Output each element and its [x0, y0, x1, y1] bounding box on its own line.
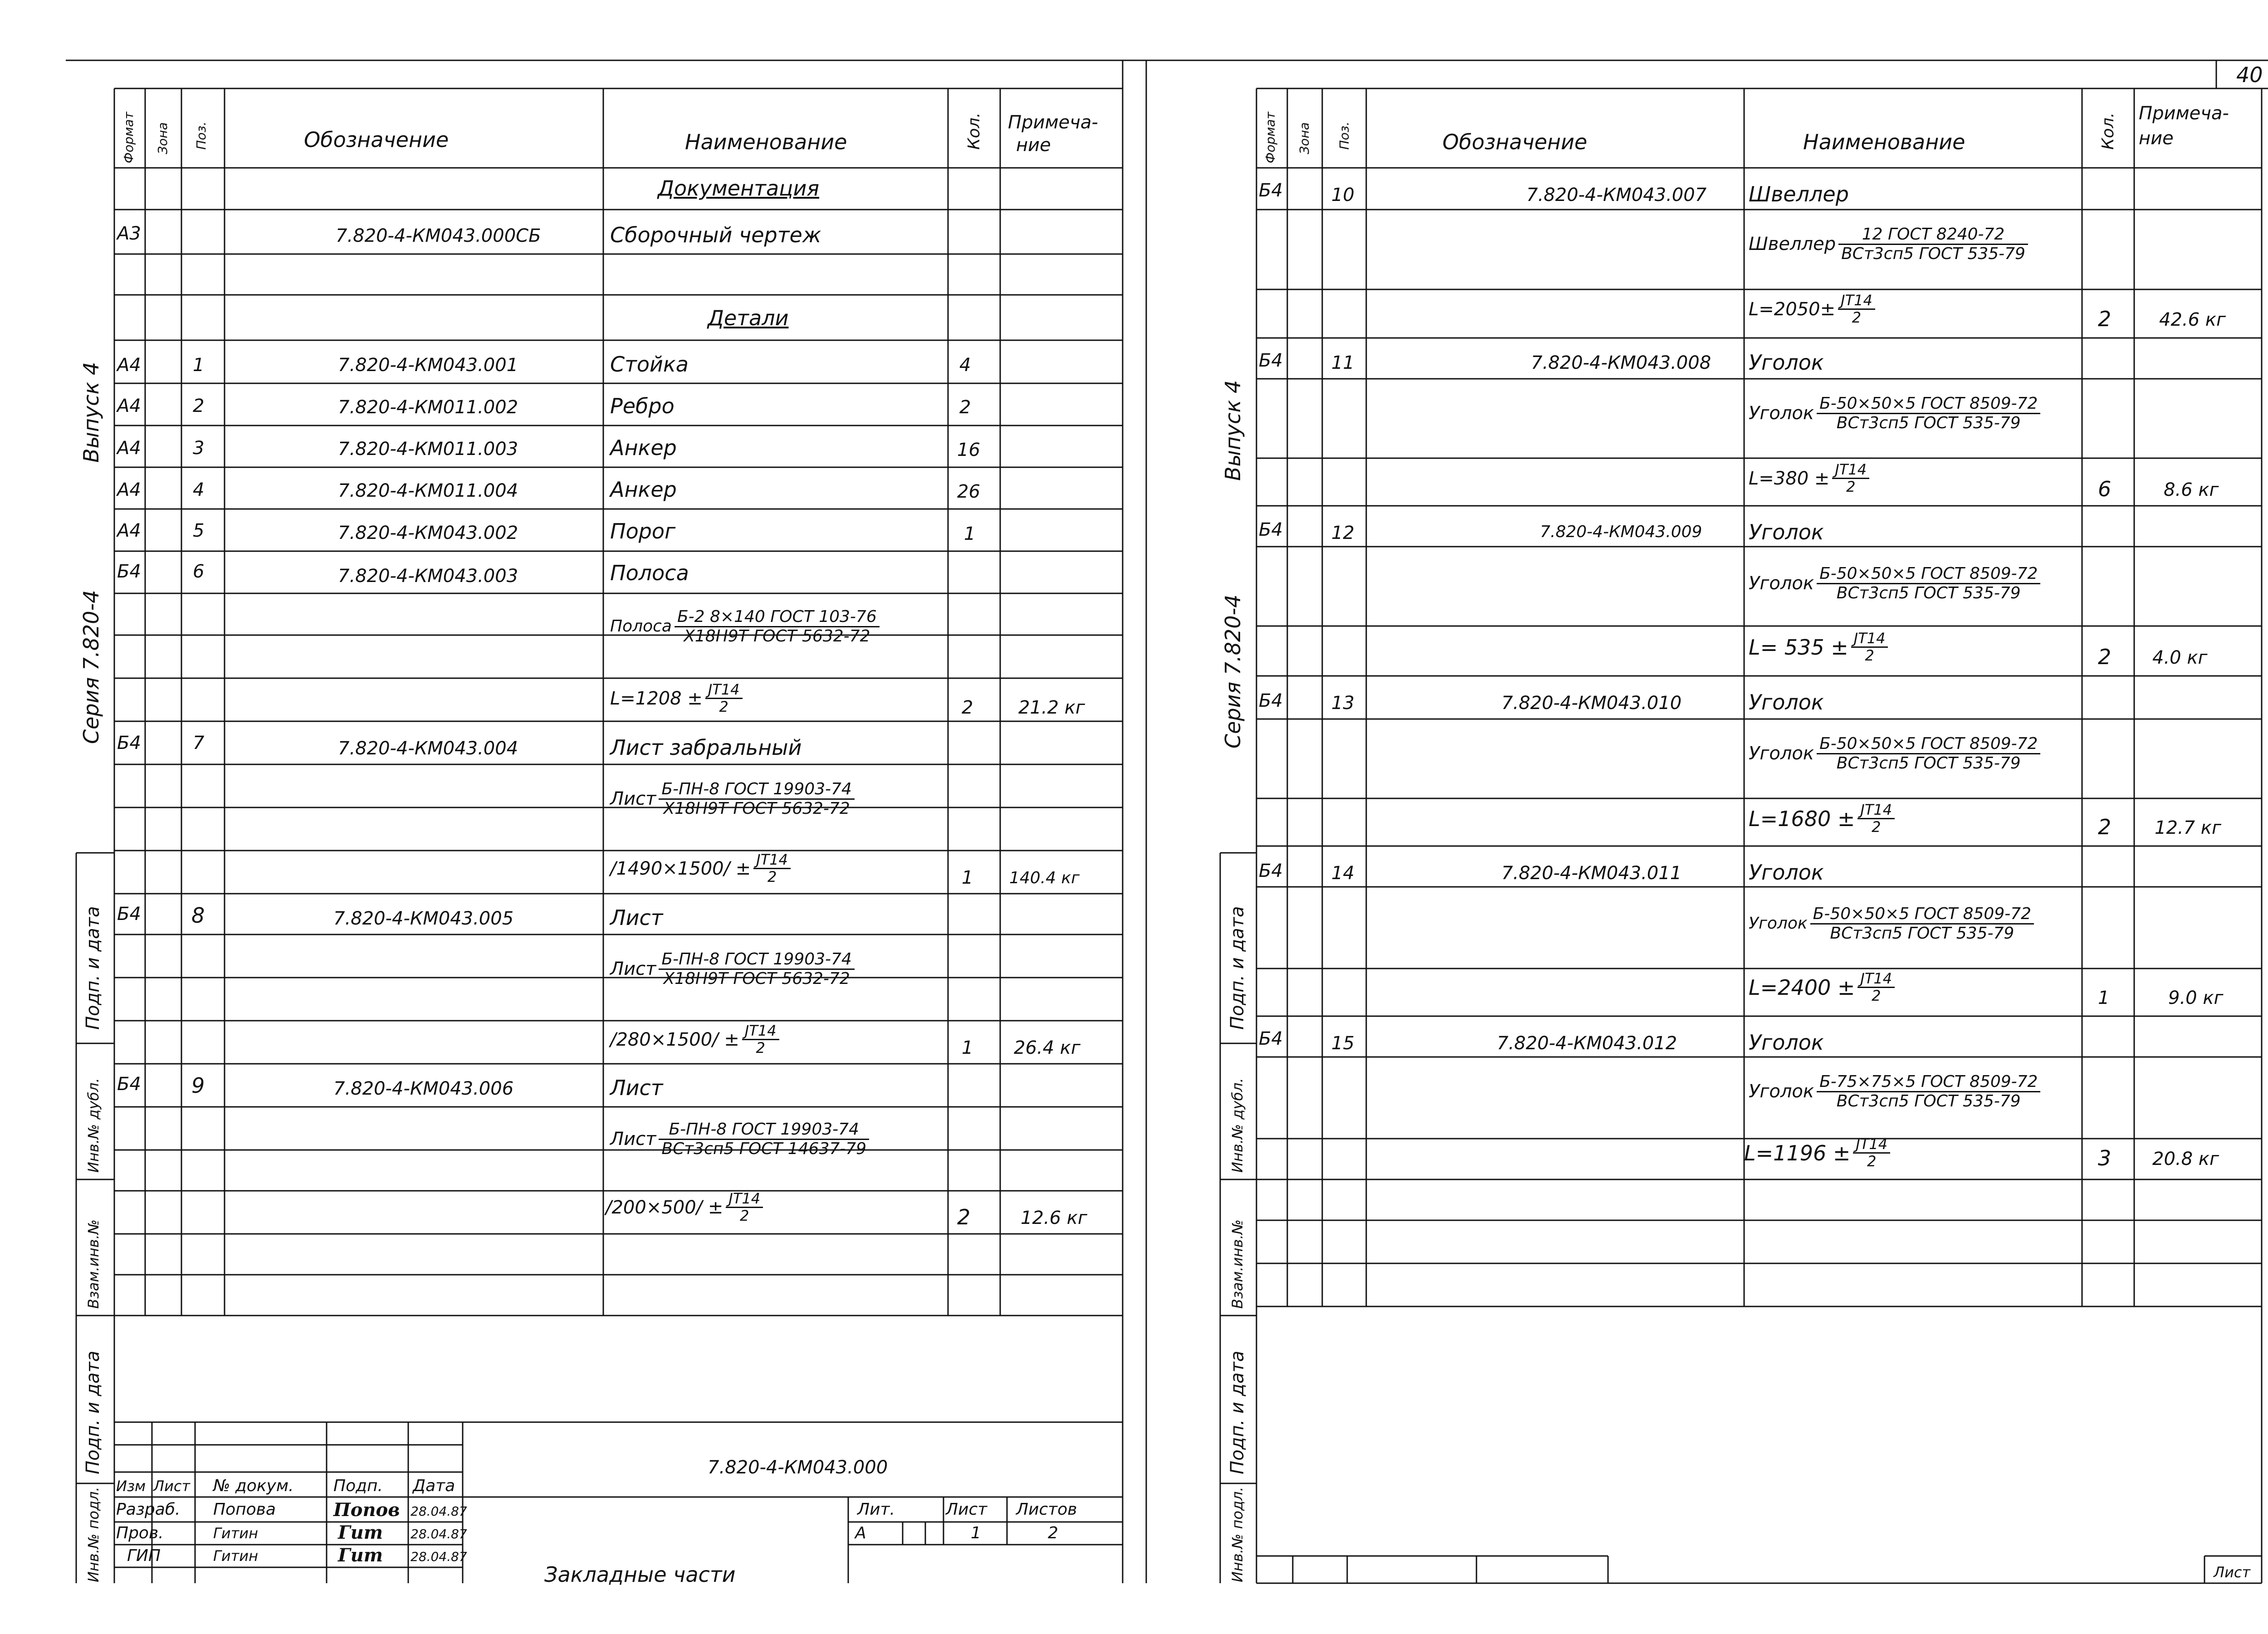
- r10-qty: 2: [2098, 307, 2112, 331]
- row6-name: Полоса: [610, 561, 689, 585]
- tb-role-3: ГИП: [127, 1546, 161, 1565]
- tb-sheets-label: Листов: [1016, 1500, 1077, 1519]
- row7-spec: [610, 780, 855, 817]
- tb-name-2: Гитин: [213, 1525, 258, 1542]
- row8-size-text: /280×1500/ ±: [610, 1029, 739, 1050]
- r12-designation: 7.820-4-КМ043.009: [1540, 523, 1702, 541]
- r13-tol-num: JT14: [1857, 802, 1895, 819]
- row3-qty: 16: [957, 440, 980, 460]
- r13-name: Уголок: [1749, 690, 1824, 714]
- header-zone-right: Зона: [1297, 122, 1312, 154]
- issue-label-right: Выпуск 4: [1221, 380, 1245, 481]
- r11-size-text: L=380 ±: [1749, 468, 1830, 489]
- row6-format: Б4: [117, 561, 141, 582]
- r13-note: 12.7 кг: [2155, 817, 2221, 838]
- row5-qty: 1: [964, 523, 976, 544]
- r12-format: Б4: [1259, 519, 1283, 540]
- r14-qty: 1: [2098, 988, 2110, 1008]
- tb-signature-3: Гит: [338, 1545, 383, 1566]
- row5-name: Порог: [610, 519, 676, 543]
- header-designation: Обозначение: [304, 127, 449, 152]
- series-label-right: Серия 7.820-4: [1221, 594, 1245, 749]
- r14-spec-den: ВСт3сп5 ГОСТ 535-79: [1830, 924, 2014, 943]
- r14-size-text: L=2400 ±: [1749, 975, 1855, 1000]
- r14-size: [1749, 971, 1895, 1004]
- r15-pos: 15: [1331, 1033, 1354, 1054]
- row8-spec-num: Б-ПН-8 ГОСТ 19903-74: [659, 950, 854, 970]
- row7-pos: 7: [193, 733, 205, 753]
- row6-pos: 6: [193, 561, 205, 582]
- row1-name: Стойка: [610, 352, 689, 377]
- r10-spec-den: ВСт3сп5 ГОСТ 535-79: [1841, 244, 2025, 263]
- section-documentation: Документация: [658, 176, 820, 201]
- row8-designation: 7.820-4-КМ043.005: [333, 908, 514, 929]
- header-pos: Поз.: [194, 122, 209, 150]
- row7-spec-den: Х18Н9Т ГОСТ 5632-72: [663, 799, 850, 818]
- page-number: 40: [2236, 63, 2263, 87]
- tb-head-list: Лист: [153, 1477, 191, 1495]
- stamp-sign-date2-right: Подп. и дата: [1227, 1350, 1248, 1474]
- row3-pos: 3: [193, 438, 205, 459]
- header-designation-right: Обозначение: [1442, 130, 1588, 154]
- row5-designation: 7.820-4-КМ043.002: [338, 523, 518, 543]
- r11-spec-num: Б-50×50×5 ГОСТ 8509-72: [1817, 395, 2040, 414]
- row1-format: А4: [117, 355, 141, 376]
- r10-size: [1749, 293, 1875, 326]
- row8-tol-num: JT14: [742, 1023, 779, 1040]
- row9-designation: 7.820-4-КМ043.006: [333, 1078, 514, 1099]
- r14-tol-den: 2: [1872, 987, 1881, 1005]
- r10-spec-lead: Швеллер: [1749, 234, 1836, 255]
- stamp-sign-date-left: Подп. и дата: [83, 906, 103, 1030]
- r11-name: Уголок: [1749, 350, 1824, 375]
- header-note-1: Примеча-: [1008, 112, 1098, 133]
- r15-format: Б4: [1259, 1028, 1283, 1049]
- row6-spec-num: Б-2 8×140 ГОСТ 103-76: [675, 608, 880, 627]
- r14-spec-lead: Уголок: [1749, 914, 1808, 933]
- row2-designation: 7.820-4-КМ011.002: [338, 397, 518, 418]
- tb-head-doc: № докум.: [213, 1477, 294, 1495]
- section-details: Детали: [708, 306, 789, 330]
- r15-size-text: L=1196 ±: [1744, 1140, 1851, 1165]
- r13-format: Б4: [1259, 690, 1283, 711]
- row2-qty: 2: [959, 397, 971, 418]
- stamp-dup-inv-right: Инв.№ дубл.: [1229, 1078, 1246, 1173]
- row1-qty: 4: [959, 355, 971, 376]
- tb-signature-2: Гит: [338, 1522, 383, 1543]
- header-name-right: Наименование: [1803, 130, 1965, 154]
- stamp-replace-inv-left: Взам.инв.№: [85, 1219, 102, 1309]
- r12-qty: 2: [2098, 645, 2112, 669]
- r13-size: [1749, 802, 1895, 835]
- row8-size: [610, 1023, 779, 1056]
- row5-pos: 5: [193, 520, 205, 541]
- r14-spec-num: Б-50×50×5 ГОСТ 8509-72: [1810, 905, 2034, 925]
- header-qty-right: Кол.: [2099, 112, 2117, 150]
- r12-spec: [1749, 565, 2040, 602]
- row9-name: Лист: [610, 1076, 663, 1100]
- row8-format: Б4: [117, 904, 141, 925]
- row3-name: Анкер: [610, 435, 677, 460]
- r14-name: Уголок: [1749, 860, 1824, 885]
- row9-spec-num: Б-ПН-8 ГОСТ 19903-74: [659, 1120, 869, 1140]
- r12-spec-den: ВСт3сп5 ГОСТ 535-79: [1836, 583, 2021, 602]
- r15-designation: 7.820-4-КМ043.012: [1497, 1033, 1677, 1054]
- row4-qty: 26: [957, 481, 980, 502]
- r11-qty: 6: [2098, 477, 2112, 501]
- row2-format: А4: [117, 396, 141, 416]
- row7-designation: 7.820-4-КМ043.004: [338, 738, 518, 759]
- row6-tol-num: JT14: [705, 682, 743, 699]
- stamp-sign-date2-left: Подп. и дата: [83, 1350, 103, 1474]
- r15-spec-den: ВСт3сп5 ГОСТ 535-79: [1836, 1091, 2021, 1111]
- r12-name: Уголок: [1749, 520, 1824, 544]
- tb-title: Закладные части: [544, 1562, 736, 1587]
- r11-pos: 11: [1331, 352, 1354, 373]
- tb-date-1: 28.04.87: [411, 1504, 467, 1519]
- tb-role-2: Пров.: [116, 1524, 164, 1542]
- row7-format: Б4: [117, 733, 141, 753]
- row7-note: 140.4 кг: [1009, 869, 1080, 887]
- r14-tol-num: JT14: [1857, 971, 1895, 988]
- r13-designation: 7.820-4-КМ043.010: [1501, 693, 1682, 714]
- tb-date-2: 28.04.87: [411, 1526, 467, 1541]
- r15-note: 20.8 кг: [2152, 1149, 2219, 1169]
- r10-spec-num: 12 ГОСТ 8240-72: [1838, 225, 2028, 245]
- r10-pos: 10: [1331, 185, 1354, 205]
- r15-spec-num: Б-75×75×5 ГОСТ 8509-72: [1817, 1073, 2040, 1092]
- stamp-orig-inv-left: Инв.№ подл.: [85, 1487, 102, 1582]
- row2-pos: 2: [193, 396, 205, 416]
- row8-spec-den: Х18Н9Т ГОСТ 5632-72: [663, 969, 850, 988]
- row9-qty: 2: [957, 1205, 971, 1229]
- header-note-2: ние: [1016, 135, 1051, 156]
- row6-qty: 2: [962, 697, 973, 718]
- row6-designation: 7.820-4-КМ043.003: [338, 566, 518, 587]
- tb-name-1: Попова: [213, 1500, 276, 1519]
- r11-designation: 7.820-4-КМ043.008: [1531, 352, 1711, 373]
- row6-spec: [610, 608, 880, 645]
- r13-spec-num: Б-50×50×5 ГОСТ 8509-72: [1817, 735, 2040, 754]
- header-pos-right: Поз.: [1337, 122, 1352, 150]
- r13-spec-lead: Уголок: [1749, 743, 1814, 764]
- tb-head-izm: Изм: [116, 1477, 146, 1495]
- r14-designation: 7.820-4-КМ043.011: [1501, 863, 1682, 884]
- r13-pos: 13: [1331, 693, 1354, 714]
- right-sheet-label: Лист: [2214, 1564, 2251, 1581]
- doc-name: Сборочный чертеж: [610, 223, 821, 247]
- r12-pos: 12: [1331, 523, 1354, 543]
- r13-qty: 2: [2098, 815, 2112, 839]
- row2-name: Ребро: [610, 394, 675, 418]
- r11-tol-den: 2: [1846, 478, 1856, 496]
- row8-spec-lead: Лист: [610, 959, 656, 980]
- row8-spec: [610, 950, 855, 988]
- row3-format: А4: [117, 438, 141, 459]
- row7-qty: 1: [962, 867, 973, 888]
- stamp-replace-inv-right: Взам.инв.№: [1229, 1219, 1246, 1309]
- row7-size: [610, 852, 791, 885]
- row7-spec-lead: Лист: [610, 788, 656, 810]
- doc-format: А3: [117, 223, 141, 244]
- row9-tol-num: JT14: [726, 1191, 763, 1208]
- r12-note: 4.0 кг: [2152, 647, 2208, 668]
- row4-designation: 7.820-4-КМ011.004: [338, 480, 518, 501]
- r14-pos: 14: [1331, 863, 1354, 884]
- header-format-right: Формат: [1263, 112, 1278, 163]
- tb-name-3: Гитин: [213, 1547, 258, 1565]
- r15-tol-num: JT14: [1853, 1136, 1890, 1154]
- tb-lit: А: [855, 1524, 866, 1542]
- r10-tol-den: 2: [1852, 309, 1862, 327]
- r15-size: [1744, 1136, 1890, 1169]
- row8-qty: 1: [962, 1037, 973, 1058]
- row9-spec-lead: Лист: [610, 1129, 656, 1150]
- header-zone: Зона: [155, 122, 170, 154]
- row8-pos: 8: [191, 903, 205, 928]
- row6-spec-lead: Полоса: [610, 617, 672, 636]
- r10-note: 42.6 кг: [2159, 309, 2226, 330]
- r12-spec-lead: Уголок: [1749, 573, 1814, 594]
- tb-signature-1: Попов: [333, 1499, 400, 1521]
- r12-spec-num: Б-50×50×5 ГОСТ 8509-72: [1817, 565, 2040, 584]
- header-format: Формат: [121, 112, 136, 163]
- row9-spec-den: ВСт3сп5 ГОСТ 14637-79: [661, 1139, 867, 1158]
- r10-format: Б4: [1259, 180, 1283, 201]
- r12-size: [1749, 631, 1888, 664]
- r14-spec: [1749, 905, 2034, 942]
- r14-note: 9.0 кг: [2168, 988, 2224, 1008]
- header-note-2-right: ние: [2139, 128, 2174, 149]
- r15-spec: [1749, 1073, 2040, 1110]
- row8-tol-den: 2: [756, 1039, 765, 1057]
- row4-pos: 4: [193, 479, 205, 500]
- row7-tol-num: JT14: [753, 852, 791, 869]
- row8-note: 26.4 кг: [1014, 1037, 1080, 1058]
- r12-tol-num: JT14: [1851, 631, 1888, 648]
- doc-code: 7.820-4-КМ043.000: [708, 1457, 888, 1478]
- tb-head-date: Дата: [413, 1477, 455, 1495]
- row9-format: Б4: [117, 1074, 141, 1095]
- row6-note: 21.2 кг: [1018, 697, 1085, 718]
- r13-tol-den: 2: [1872, 818, 1881, 836]
- r11-note: 8.6 кг: [2164, 479, 2219, 500]
- row9-tol-den: 2: [740, 1207, 749, 1225]
- series-label-left: Серия 7.820-4: [79, 590, 103, 744]
- row9-pos: 9: [191, 1073, 205, 1098]
- r15-spec-lead: Уголок: [1749, 1081, 1814, 1102]
- r10-designation: 7.820-4-КМ043.007: [1526, 185, 1707, 205]
- r14-format: Б4: [1259, 861, 1283, 881]
- r12-tol-den: 2: [1865, 647, 1874, 665]
- r12-size-text: L= 535 ±: [1749, 635, 1848, 660]
- header-name: Наименование: [685, 130, 847, 154]
- row7-tol-den: 2: [767, 868, 777, 886]
- r11-size: [1749, 462, 1869, 495]
- issue-label-left: Выпуск 4: [79, 362, 103, 463]
- r11-spec-den: ВСт3сп5 ГОСТ 535-79: [1836, 413, 2021, 432]
- tb-date-3: 28.04.87: [411, 1549, 467, 1564]
- header-qty: Кол.: [965, 112, 983, 150]
- tb-head-sign: Подп.: [333, 1477, 383, 1495]
- r11-format: Б4: [1259, 350, 1283, 371]
- doc-designation: 7.820-4-КМ043.000СБ: [336, 225, 541, 246]
- row4-format: А4: [117, 479, 141, 500]
- r13-spec-den: ВСт3сп5 ГОСТ 535-79: [1836, 753, 2021, 773]
- r11-tol-num: JT14: [1832, 462, 1869, 479]
- r10-tol-num: JT14: [1838, 293, 1875, 310]
- r15-qty: 3: [2098, 1146, 2112, 1170]
- row7-spec-num: Б-ПН-8 ГОСТ 19903-74: [659, 780, 854, 800]
- row1-pos: 1: [193, 355, 205, 376]
- r13-size-text: L=1680 ±: [1749, 806, 1855, 831]
- row4-name: Анкер: [610, 477, 677, 502]
- tb-sheets: 2: [1048, 1524, 1058, 1542]
- r13-spec: [1749, 735, 2040, 772]
- row3-designation: 7.820-4-КМ011.003: [338, 439, 518, 460]
- stamp-dup-inv-left: Инв.№ дубл.: [85, 1078, 102, 1173]
- r10-name: Швеллер: [1749, 182, 1849, 206]
- tb-lit-label: Лит.: [857, 1500, 895, 1519]
- r15-tol-den: 2: [1867, 1153, 1877, 1170]
- r11-spec: [1749, 395, 2040, 432]
- tb-sheet-label: Лист: [946, 1500, 987, 1519]
- row6-spec-den: Х18Н9Т ГОСТ 5632-72: [684, 626, 870, 646]
- r10-size-text: L=2050±: [1749, 298, 1836, 320]
- r11-spec-lead: Уголок: [1749, 403, 1814, 424]
- row9-size: [606, 1191, 763, 1224]
- header-note-1-right: Примеча-: [2139, 103, 2229, 124]
- row6-size: [610, 682, 743, 715]
- row9-size-text: /200×500/ ±: [606, 1197, 723, 1218]
- row5-format: А4: [117, 520, 141, 541]
- stamp-orig-inv-right: Инв.№ подл.: [1229, 1487, 1246, 1582]
- r10-spec: [1749, 225, 2028, 263]
- row7-size-text: /1490×1500/ ±: [610, 858, 751, 879]
- row9-note: 12.6 кг: [1021, 1208, 1087, 1228]
- tb-role-1: Разраб.: [116, 1500, 181, 1519]
- row6-tol-den: 2: [719, 698, 728, 716]
- r15-name: Уголок: [1749, 1030, 1824, 1055]
- row1-designation: 7.820-4-КМ043.001: [338, 355, 518, 376]
- row7-name: Лист забральный: [610, 735, 802, 760]
- tb-sheet: 1: [971, 1524, 981, 1542]
- row6-size-text: L=1208 ±: [610, 688, 703, 709]
- row8-name: Лист: [610, 905, 663, 930]
- stamp-sign-date-right: Подп. и дата: [1227, 906, 1248, 1030]
- row9-spec: [610, 1120, 869, 1158]
